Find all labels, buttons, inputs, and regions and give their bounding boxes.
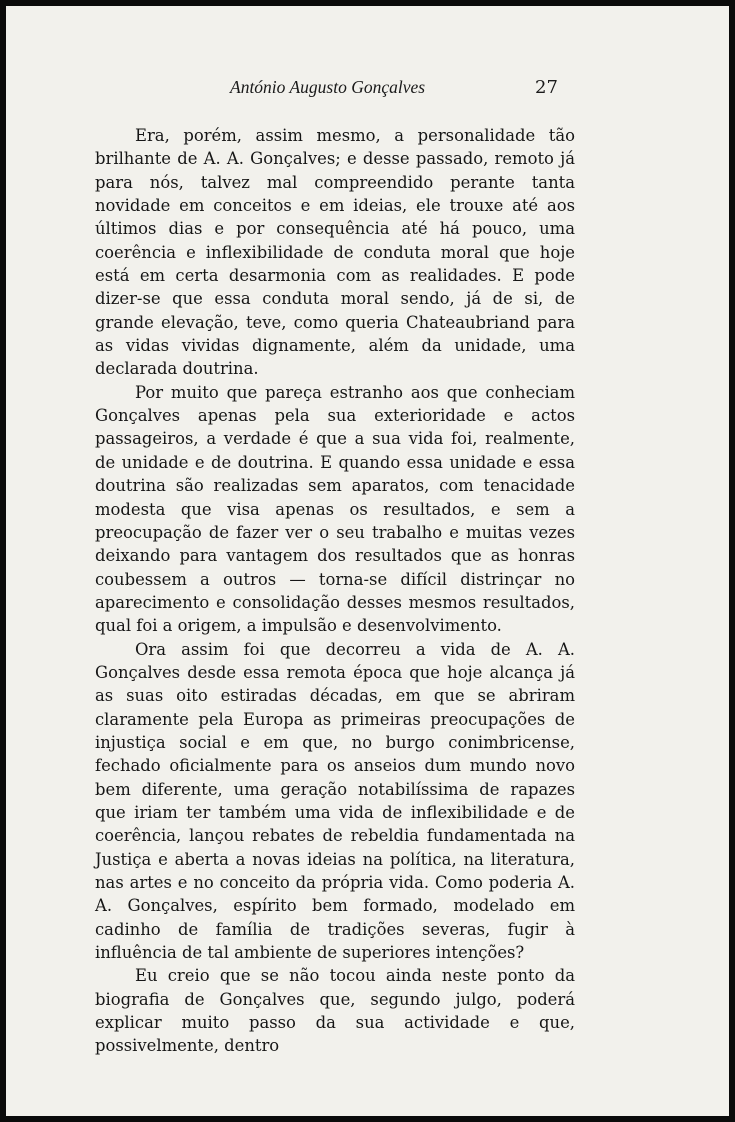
body-text: [95, 124, 575, 1058]
page-number: 27: [535, 77, 558, 98]
paragraph: Eu creio que se não tocou ainda neste ponto da biografia de Gonçalves que, segundo julgo, poderá explicar muito passo da sua actividade e que, possivelmente, dentro: [95, 966, 575, 1056]
paragraph: Ora assim foi que decorreu a vida de A. A. Gonçalves desde essa remota época que hoje alcança já as suas oito estiradas décadas, em que se abriram claramente pela Europa as primeiras preocupações de injustiça social e em que, no burgo conimbricense, fechado oficialmente para os anseios dum mundo novo bem diferente, uma geração notabilíssima de rapazes que iriam ter também uma vida de inflexibilidade e de coerência, lançou rebates de rebeldia fundamentada na Justiça e aberta a novas ideias na política, na literatura, nas artes e no conceito da própria vida. Como poderia A. A. Gonçalves, espírito bem formado, modelado em cadinho de família de tradições severas, fugir à influência de tal ambiente de superiores intenções?: [95, 639, 575, 963]
paragraph: Por muito que pareça estranho aos que conheciam Gonçalves apenas pela sua exterioridade e actos passageiros, a verdade é que a sua vida foi, realmente, de unidade e de doutrina. E quando essa unidade e essa doutrina são realizadas sem aparatos, com tenacidade modesta que visa apenas os resultados, e sem a preocupação de fazer ver o seu trabalho e muitas vezes deixando para vantagem dos resultados que as honras coubessem a outros — torna-se difícil distrinçar no aparecimento e consolidação desses mesmos resultados, qual foi a origem, a impulsão e desenvolvimento.: [95, 382, 575, 636]
book-page: [6, 6, 729, 1116]
running-head: António Augusto Gonçalves: [230, 77, 426, 97]
paragraph: Era, porém, assim mesmo, a personalidade tão brilhante de A. A. Gonçalves; e desse passado, remoto já para nós, talvez mal compreendido perante tanta novidade em conceitos e em ideias, ele trouxe até aos últimos dias e por consequência até há pouco, uma coerência e inflexibilidade de conduta moral que hoje está em certa desarmonia com as realidades. E pode dizer-se que essa conduta moral sendo, já de si, de grande elevação, teve, como queria Chateaubriand para as vidas vividas dignamente, além da unidade, uma declarada doutrina.: [95, 126, 575, 379]
page-header: [6, 77, 729, 101]
